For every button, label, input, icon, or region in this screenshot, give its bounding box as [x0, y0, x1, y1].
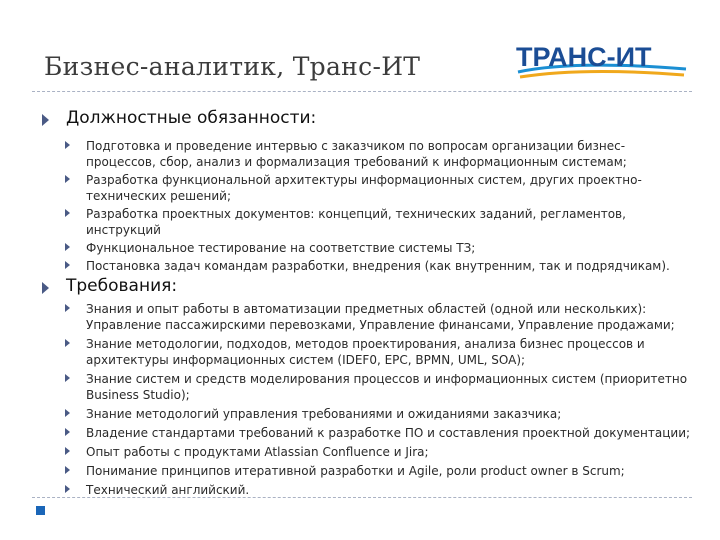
- top-divider: [32, 91, 692, 92]
- list-item: Технический английский.: [64, 482, 692, 498]
- bullet-icon: [65, 339, 70, 347]
- bullet-icon: [65, 428, 70, 436]
- trans-it-logo: [514, 42, 690, 82]
- list-item: Владение стандартами требований к разработке ПО и составления проектной документации;: [64, 425, 692, 441]
- list-item: Знание методологии, подходов, методов проектирования, анализа бизнес процессов и архитектуры информационных систем (IDEF0, EPC, BPMN, UML, SOA);: [64, 336, 692, 368]
- bullet-icon: [65, 243, 70, 251]
- bullet-icon: [65, 447, 70, 455]
- bullet-icon: [65, 485, 70, 493]
- bullet-icon: [65, 374, 70, 382]
- logo-swoosh-orange: [520, 71, 684, 77]
- list-item: Функциональное тестирование на соответствие системы ТЗ;: [64, 240, 684, 256]
- list-item: Знание систем и средств моделирования процессов и информационных систем (приоритетно Business Studio);: [64, 371, 692, 403]
- bullet-triangle-icon: [42, 114, 49, 126]
- bullet-icon: [65, 304, 70, 312]
- bullet-icon: [65, 261, 70, 269]
- bullet-icon: [65, 466, 70, 474]
- slide-title: Бизнес-аналитик, Транс-ИТ: [44, 52, 421, 81]
- list-item: Подготовка и проведение интервью с заказчиком по вопросам организации бизнес-процессов, сбор, анализ и формализация требований к информационным системам;: [64, 138, 684, 170]
- bullet-icon: [65, 209, 70, 217]
- section-heading-requirements: Требования:: [66, 276, 178, 296]
- list-item: Знание методологий управления требованиями и ожиданиями заказчика;: [64, 406, 692, 422]
- logo-text: ТРАНС-ИТ: [516, 42, 652, 72]
- requirements-list: [64, 301, 692, 501]
- duties-list: [64, 138, 684, 276]
- bullet-icon: [65, 175, 70, 183]
- list-item: Разработка проектных документов: концепций, технических заданий, регламентов, инструкций: [64, 206, 684, 238]
- list-item: Понимание принципов итеративной разработки и Agile, роли product owner в Scrum;: [64, 463, 692, 479]
- list-item: Разработка функциональной архитектуры информационных систем, других проектно-технических решений;: [64, 172, 684, 204]
- section-heading-duties: Должностные обязанности:: [66, 108, 317, 128]
- bottom-divider: [32, 497, 692, 498]
- bullet-icon: [65, 141, 70, 149]
- list-item: Опыт работы с продуктами Atlassian Confluence и Jira;: [64, 444, 692, 460]
- list-item: Знания и опыт работы в автоматизации предметных областей (одной или нескольких): Управление пассажирскими перевозками, Управление финансами, Управление продажами;: [64, 301, 692, 333]
- corner-accent: [36, 506, 45, 515]
- list-item: Постановка задач командам разработки, внедрения (как внутренним, так и подрядчикам).: [64, 258, 684, 274]
- bullet-icon: [65, 409, 70, 417]
- bullet-triangle-icon: [42, 282, 49, 294]
